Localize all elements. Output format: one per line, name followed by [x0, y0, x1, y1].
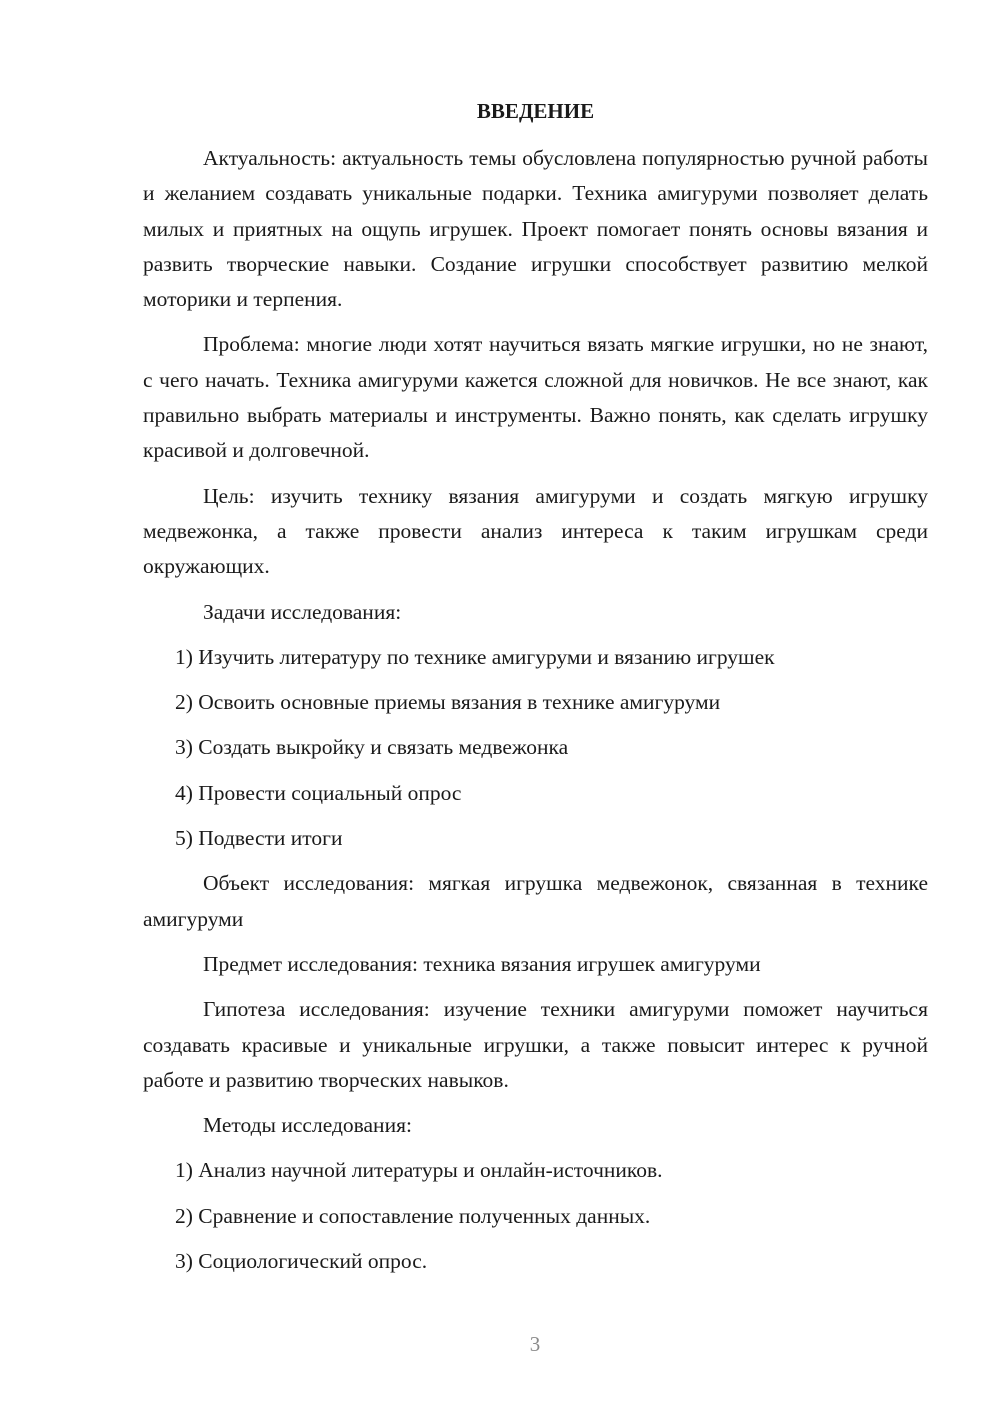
method-item-2: 2) Сравнение и сопоставление полученных данных. — [175, 1203, 651, 1228]
object-paragraph: Объект исследования: мягкая игрушка медвежонок, связанная в технике амигуруми — [143, 871, 928, 931]
hypothesis-paragraph: Гипотеза исследования: изучение техники амигуруми поможет научиться создавать красивые и уникальные игрушки, а также повысит интерес к ручной работе и развитию творческих навыков. — [143, 997, 928, 1092]
section-title: ВВЕДЕНИЕ — [476, 99, 595, 123]
task-item-5: 5) Подвести итоги — [175, 826, 343, 851]
methods-heading: Методы исследования: — [203, 1113, 412, 1138]
method-item-3: 3) Социологический опрос. — [175, 1249, 428, 1274]
subject-paragraph: Предмет исследования: техника вязания игрушек амигуруми — [203, 951, 761, 976]
problem-paragraph: Проблема: многие люди хотят научиться вязать мягкие игрушки, но не знают, с чего начать. Техника амигуруми кажется сложной для новичков. Не все знают, как правильно выбрать материалы и инструменты. Важно понять, как сделать игрушку красивой и долговечной. — [143, 332, 928, 463]
page-number: 3 — [529, 1332, 541, 1356]
tasks-heading: Задачи исследования: — [203, 599, 402, 624]
method-item-1: 1) Анализ научной литературы и онлайн-источников. — [175, 1158, 663, 1183]
task-item-2: 2) Освоить основные приемы вязания в технике амигуруми — [175, 690, 721, 715]
relevance-paragraph: Актуальность: актуальность темы обусловлена популярностью ручной работы и желанием создавать уникальные подарки. Техника амигуруми позволяет делать милых и приятных на ощупь игрушек. Проект помогает понять основы вязания и развить творческие навыки. Создание игрушки способствует развитию мелкой моторики и терпения. — [143, 146, 928, 312]
task-item-4: 4) Провести социальный опрос — [175, 780, 462, 805]
task-item-3: 3) Создать выкройку и связать медвежонка — [175, 735, 569, 760]
goal-paragraph: Цель: изучить технику вязания амигуруми и создать мягкую игрушку медвежонка, а также провести анализ интереса к таким игрушкам среди окружающих. — [143, 483, 928, 579]
task-item-1: 1) Изучить литературу по технике амигуруми и вязанию игрушек — [175, 644, 775, 669]
page-body — [143, 94, 928, 1289]
